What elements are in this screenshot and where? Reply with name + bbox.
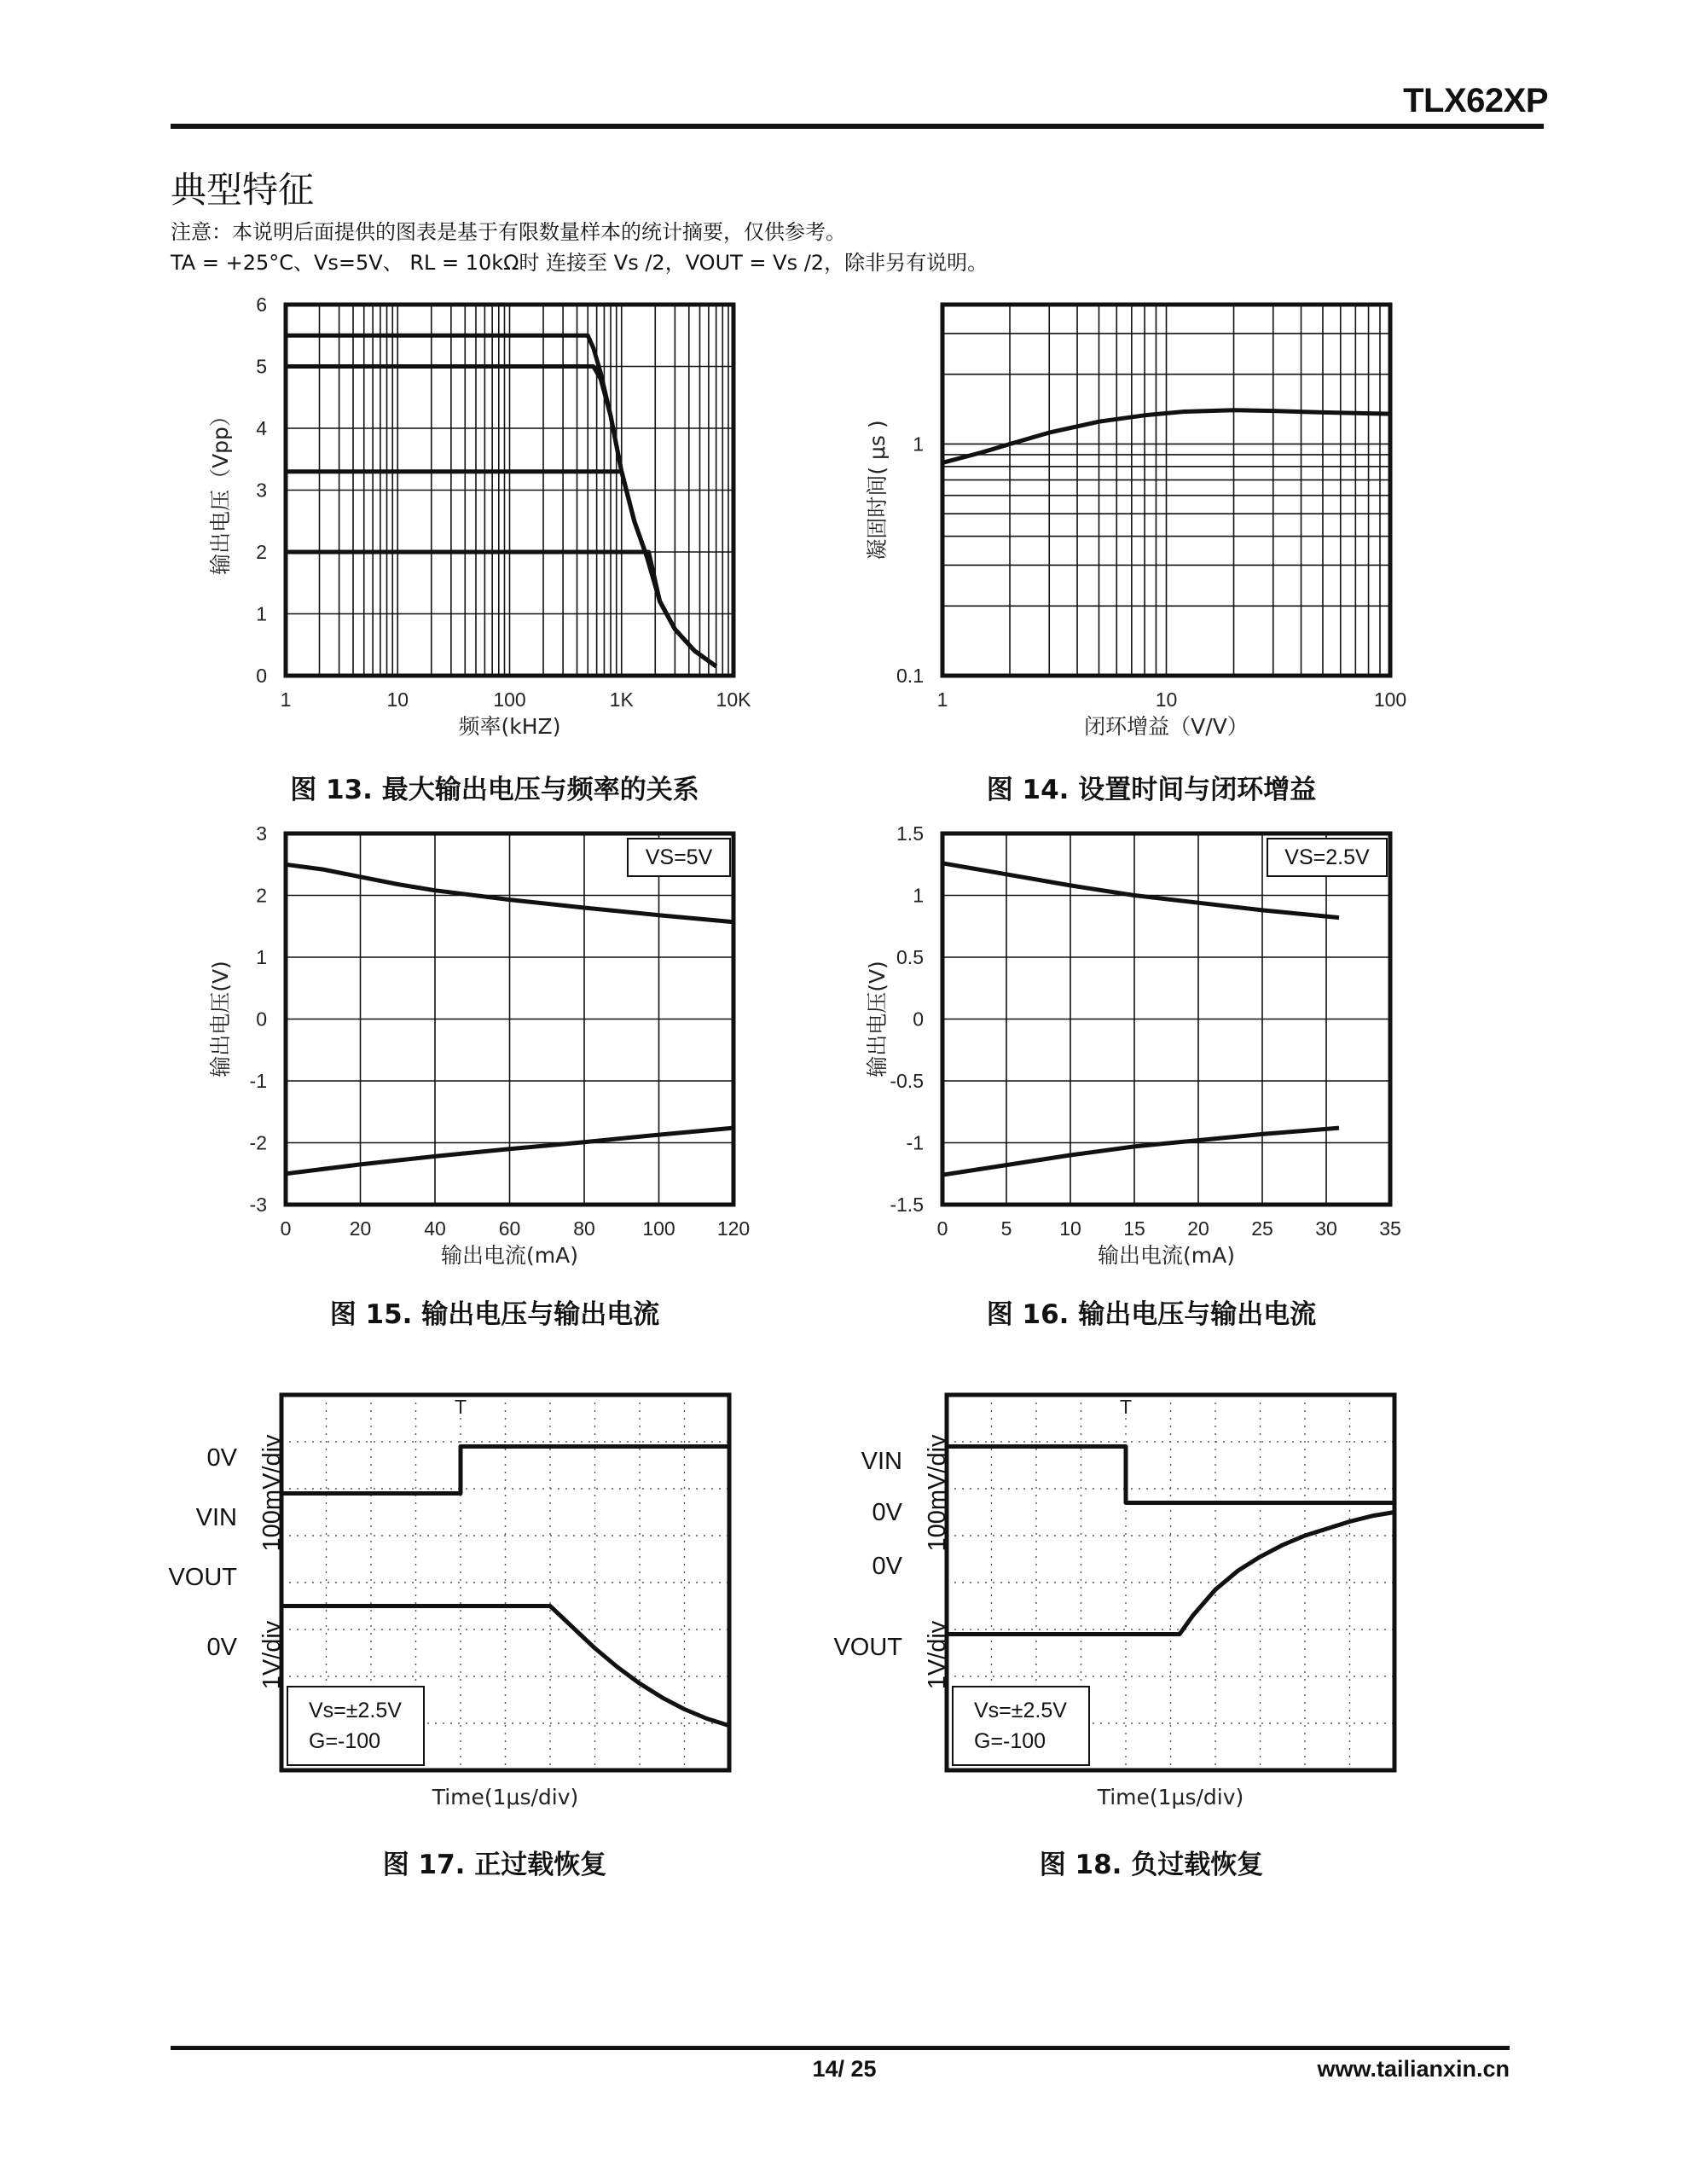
left-label: VIN <box>195 1504 237 1531</box>
ch1-scale-label: 100mV/div <box>258 1434 286 1552</box>
x-tick-label: 10 <box>1155 688 1178 711</box>
x-axis-label: 闭环增益（V/V） <box>1084 714 1249 739</box>
x-tick-label: 1 <box>280 688 292 711</box>
legend-label: VS=5V <box>645 845 713 869</box>
y-tick-label: -1.5 <box>890 1194 924 1216</box>
left-label: VOUT <box>833 1634 902 1661</box>
x-tick-label: 10 <box>1059 1217 1081 1240</box>
x-tick-label: 1K <box>609 688 634 711</box>
y-tick-label: 5 <box>256 355 267 378</box>
x-axis-label: 输出电流(mA) <box>441 1243 578 1268</box>
left-label: 0V <box>206 1634 237 1661</box>
series-line-2Vpp <box>286 552 716 666</box>
y-axis-label: 凝固时间( μs ) <box>865 420 890 561</box>
trace-VIN <box>281 1447 729 1494</box>
test-conditions: TA = +25°C、Vs=5V、 RL = 10kΩ时 连接至 Vs /2，VOUT = Vs /2，除非另有说明。 <box>171 251 988 275</box>
scope-legend-line: Vs=±2.5V <box>309 1699 402 1722</box>
y-tick-label: 6 <box>256 293 267 316</box>
y-tick-label: 0.1 <box>896 665 924 687</box>
x-axis-label: Time(1μs/div) <box>432 1785 579 1809</box>
x-axis-label: 输出电流(mA) <box>1098 1243 1235 1268</box>
x-tick-label: 100 <box>642 1217 675 1240</box>
y-tick-label: 1 <box>913 884 924 907</box>
left-label: 0V <box>206 1444 237 1472</box>
y-tick-label: 4 <box>256 417 267 439</box>
y-tick-label: -3 <box>249 1194 267 1216</box>
trace-VIN <box>947 1447 1394 1503</box>
caption-fig17: 图 17. 正过载恢复 <box>382 1850 607 1880</box>
y-axis-label: 输出电压(V) <box>208 961 233 1077</box>
caption-fig16: 图 16. 输出电压与输出电流 <box>986 1299 1317 1330</box>
x-tick-label: 15 <box>1123 1217 1145 1240</box>
scope-fig18 <box>833 1391 1450 1817</box>
caption-fig15: 图 15. 输出电压与输出电流 <box>329 1299 660 1330</box>
trigger-marker: T <box>454 1396 467 1418</box>
x-axis-label: Time(1μs/div) <box>1097 1785 1244 1809</box>
x-tick-label: 100 <box>1373 688 1407 711</box>
x-tick-label: 0 <box>936 1217 948 1240</box>
x-tick-label: 5 <box>1000 1217 1012 1240</box>
x-tick-label: 100 <box>493 688 526 711</box>
y-tick-label: -1 <box>906 1131 924 1154</box>
series-line-low <box>942 1128 1339 1175</box>
scope-legend-line: Vs=±2.5V <box>974 1699 1067 1722</box>
figure-14 <box>853 299 1450 776</box>
figure-13 <box>196 293 793 776</box>
x-tick-label: 0 <box>280 1217 292 1240</box>
x-axis-label: 频率(kHZ) <box>458 714 561 739</box>
x-tick-label: 120 <box>716 1217 751 1240</box>
scope-legend-line: G=-100 <box>974 1729 1046 1753</box>
page-number: 14/ 25 <box>812 2056 877 2082</box>
scope-legend-line: G=-100 <box>309 1729 381 1753</box>
x-tick-label: 10 <box>386 688 409 711</box>
y-tick-label: 2 <box>256 884 267 907</box>
scope-fig17 <box>168 1391 785 1817</box>
y-tick-label: 0.5 <box>896 946 924 968</box>
left-label: 0V <box>872 1499 902 1526</box>
x-tick-label: 20 <box>1187 1217 1209 1240</box>
y-tick-label: -1 <box>249 1070 267 1092</box>
footer-rule <box>171 2046 1510 2050</box>
series-line-5.5Vpp <box>286 335 716 666</box>
x-tick-label: 1 <box>936 688 948 711</box>
trace-VOUT <box>947 1513 1394 1635</box>
x-tick-label: 10K <box>716 688 751 711</box>
left-label: VIN <box>861 1448 902 1475</box>
chart-fig13 <box>196 293 793 776</box>
y-tick-label: 0 <box>256 665 267 687</box>
y-tick-label: 3 <box>256 479 267 502</box>
y-tick-label: 1 <box>913 433 924 456</box>
y-axis-label: 输出电压（Vpp） <box>208 405 233 575</box>
header-rule <box>171 124 1544 129</box>
part-number: TLX62XP <box>1403 82 1548 119</box>
caption-fig14: 图 14. 设置时间与闭环增益 <box>986 775 1317 805</box>
figure-16 <box>853 822 1450 1305</box>
grid-lines <box>942 305 1390 676</box>
section-title: 典型特征 <box>171 169 315 211</box>
ch2-scale-label: 1V/div <box>258 1620 286 1690</box>
chart-fig15 <box>196 822 793 1305</box>
figure-15 <box>196 822 793 1305</box>
y-tick-label: 1.5 <box>896 822 924 845</box>
x-tick-label: 35 <box>1379 1217 1401 1240</box>
ch1-scale-label: 100mV/div <box>924 1434 951 1552</box>
grid-lines <box>942 834 1390 1205</box>
y-tick-label: 1 <box>256 602 267 625</box>
grid-lines <box>286 305 733 676</box>
y-tick-label: -0.5 <box>890 1070 924 1092</box>
chart-fig16 <box>853 822 1450 1305</box>
y-tick-label: 0 <box>256 1008 267 1031</box>
y-tick-label: 0 <box>913 1008 924 1031</box>
section-note: 注意：本说明后面提供的图表是基于有限数量样本的统计摘要，仅供参考。 <box>171 220 846 244</box>
ch2-scale-label: 1V/div <box>924 1620 951 1690</box>
trigger-marker: T <box>1119 1396 1133 1418</box>
figure-18 <box>833 1391 1450 1817</box>
x-tick-label: 80 <box>573 1217 595 1240</box>
y-tick-label: 2 <box>256 541 267 563</box>
caption-fig13: 图 13. 最大输出电压与频率的关系 <box>290 775 699 805</box>
caption-fig18: 图 18. 负过载恢复 <box>1039 1850 1264 1880</box>
legend-label: VS=2.5V <box>1284 845 1370 869</box>
left-label: VOUT <box>168 1564 237 1591</box>
y-tick-label: 3 <box>256 822 267 845</box>
y-tick-label: -2 <box>249 1131 267 1154</box>
website-link[interactable]: www.tailianxin.cn <box>1317 2056 1510 2082</box>
chart-fig14 <box>853 299 1450 776</box>
left-label: 0V <box>872 1553 902 1580</box>
y-axis-label: 输出电压(V) <box>865 961 890 1077</box>
figure-17 <box>168 1391 785 1817</box>
x-tick-label: 25 <box>1251 1217 1273 1240</box>
x-tick-label: 40 <box>424 1217 446 1240</box>
x-tick-label: 20 <box>349 1217 372 1240</box>
x-tick-label: 60 <box>498 1217 521 1240</box>
x-tick-label: 30 <box>1315 1217 1337 1240</box>
y-tick-label: 1 <box>256 946 267 968</box>
series-line-5Vpp <box>286 367 716 667</box>
